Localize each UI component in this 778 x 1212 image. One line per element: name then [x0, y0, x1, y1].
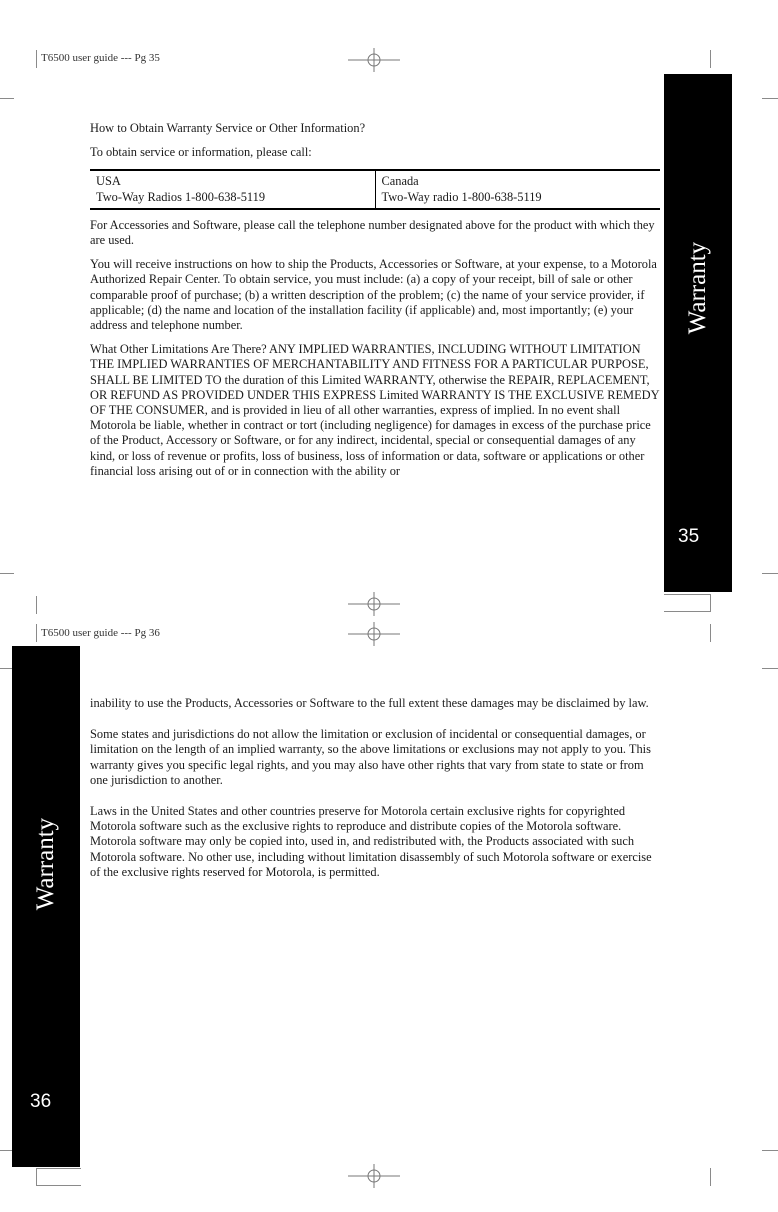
table-cell — [90, 170, 375, 208]
service-contact-table — [90, 169, 660, 209]
crop-mark — [0, 573, 14, 574]
page-number: 35 — [678, 526, 700, 547]
crop-mark — [0, 98, 14, 99]
section-heading: How to Obtain Warranty Service or Other Information? — [90, 121, 366, 135]
crop-mark — [762, 573, 778, 574]
registration-mark-icon — [348, 48, 400, 72]
registration-mark-icon — [348, 622, 400, 646]
page-slug: T6500 user guide --- Pg 36 — [41, 627, 160, 639]
crop-frame — [36, 1168, 81, 1186]
paragraph: Laws in the United States and other countries preserve for Motorola certain exclusive rights for copyrighted Motorola software such as the exclusive rights to reproduce and distribute copies of the Motorola software. Motorola software may only be copied into, used in, and redistributed with, the Products associated with such Motorola software. No other use, including without limitation disassembly of such Motorola software or exercise of the exclusive rights reserved for Motorola, is permitted. — [90, 804, 652, 879]
paragraph: Some states and jurisdictions do not allow the limitation or exclusion of incidental or consequential damages, or limitation on the length of an implied warranty, so the above limitations or exclusions may not apply to you. This warranty gives you specific legal rights, and you may also have other rights that vary from state to state or from one jurisdiction to another. — [90, 727, 651, 787]
paragraph: You will receive instructions on how to ship the Products, Accessories or Software, at your expense, to a Motorola Authorized Repair Center. To obtain service, you must include: (a) a copy of your receipt, bill of sale or other comparable proof of purchase; (b) a written description of the problem; (c) the name of your service provider, if applicable; (d) the name and location of the installation facility (if applicable) and, most importantly; (e) your address and telephone number. — [90, 257, 657, 333]
crop-mark — [762, 668, 778, 669]
section-tab — [664, 74, 732, 592]
crop-mark — [762, 98, 778, 99]
crop-mark — [762, 1150, 778, 1151]
crop-mark — [36, 50, 37, 68]
phone-number: Two-Way Radios 1-800-638-5119 — [96, 189, 266, 204]
registration-mark-icon — [348, 1164, 400, 1188]
section-subheading: To obtain service or information, please call: — [90, 145, 312, 160]
country-label: Canada — [381, 174, 419, 189]
crop-mark — [710, 1168, 711, 1186]
page-36-content — [90, 696, 660, 889]
section-tab-label: Warranty — [32, 817, 59, 911]
country-label: USA — [96, 174, 121, 189]
crop-mark — [710, 624, 711, 642]
crop-mark — [36, 624, 37, 642]
crop-mark — [710, 50, 711, 68]
page-35-content — [90, 121, 660, 488]
page-36 — [0, 606, 778, 1212]
paragraph: For Accessories and Software, please call the telephone number designated above for the product with which they are used. — [90, 217, 655, 248]
page-number: 36 — [30, 1091, 52, 1112]
section-tab — [12, 646, 80, 1167]
paragraph: inability to use the Products, Accessories or Software to the full extent these damages may be disclaimed by law. — [90, 696, 649, 710]
paragraph: What Other Limitations Are There? ANY IMPLIED WARRANTIES, INCLUDING WITHOUT LIMITATION THE IMPLIED WARRANTIES OF MERCHANTABILITY AND FITNESS FOR A PARTICULAR PURPOSE, SHALL BE LIMITED TO the duration of this Limited WARRANTY, otherwise the REPAIR, REPLACEMENT, OR REFUND AS PROVIDED UNDER THIS EXPRESS Limited WARRANTY IS THE EXCLUSIVE REMEDY OF THE CONSUMER, and is provided in lieu of all other warranties, express of implied. In no event shall Motorola be liable, whether in contract or tort (including negligence) for damages in excess of the purchase price of the Product, Accessory or Software, or for any indirect, incidental, special or consequential damages of any kind, or loss of revenue or profits, loss of business, loss of information or data, software or applications or other financial loss arising out of or in connection with the ability or — [90, 342, 660, 478]
phone-number: Two-Way radio 1-800-638-5119 — [381, 189, 542, 204]
table-cell — [375, 170, 660, 208]
page-slug: T6500 user guide --- Pg 35 — [41, 52, 160, 64]
section-tab-label: Warranty — [684, 241, 711, 335]
